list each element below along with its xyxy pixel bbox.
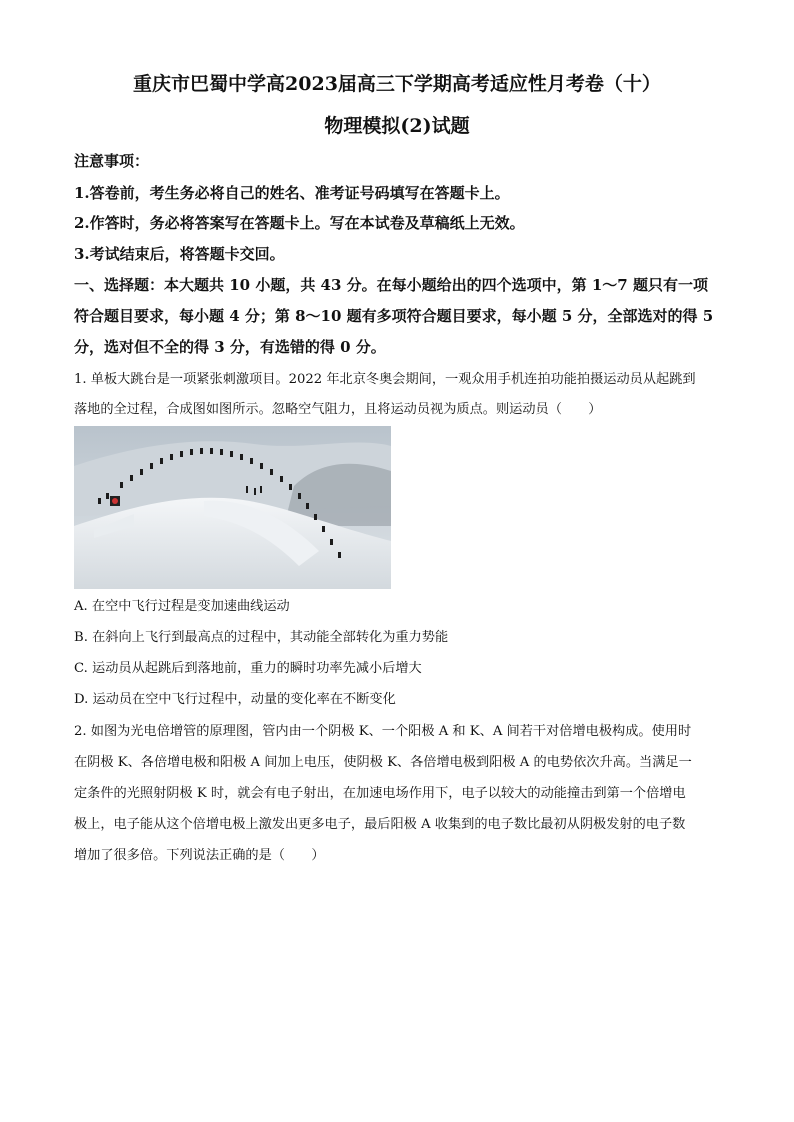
question-2-stem: 增加了很多倍。下列说法正确的是（ ） (74, 848, 325, 863)
question-1-option-a: A. 在空中飞行过程是变加速曲线运动 (74, 599, 290, 614)
question-1-option-b: B. 在斜向上飞行到最高点的过程中，其动能全部转化为重力势能 (74, 630, 449, 645)
page-subtitle: 物理模拟(2)试题 (324, 115, 470, 137)
question-2-stem: 2. 如图为光电倍增管的原理图，管内由一个阴极 K、一个阳极 A 和 K、A 间若干对倍增电极构成。使用时 (74, 724, 692, 739)
section-instructions: 符合题目要求，每小题 4 分；第 8～10 题有多项符合题目要求，每小题 5 分，全部选对的得 5 (74, 307, 714, 325)
section-instructions: 分，选对但不全的得 3 分，有选错的得 0 分。 (74, 338, 386, 356)
question-2-stem: 在阴极 K、各倍增电极和阳极 A 间加上电压，使阴极 K、各倍增电极到阳极 A 的电势依次升高。当满足一 (74, 755, 692, 770)
question-1-option-d: D. 运动员在空中飞行过程中，动量的变化率在不断变化 (74, 692, 396, 707)
snowboard-jump-photo (74, 426, 391, 589)
note-item: 3.考试结束后，将答题卡交回。 (74, 245, 285, 263)
section-instructions: 一、选择题：本大题共 10 小题，共 43 分。在每小题给出的四个选项中，第 1～7 题只有一项 (74, 276, 708, 294)
question-2-stem: 极上，电子能从这个倍增电极上激发出更多电子，最后阳极 A 收集到的电子数比最初从阴极发射的电子数 (74, 817, 686, 832)
notes-heading: 注意事项： (74, 152, 150, 170)
note-item: 2.作答时，务必将答案写在答题卡上。写在本试卷及草稿纸上无效。 (74, 214, 525, 232)
question-1-stem: 1. 单板大跳台是一项紧张刺激项目。2022 年北京冬奥会期间，一观众用手机连拍功能拍摄运动员从起跳到 (74, 372, 696, 387)
note-item: 1.答卷前，考生务必将自己的姓名、准考证号码填写在答题卡上。 (74, 184, 510, 202)
page-title: 重庆市巴蜀中学高2023届高三下学期高考适应性月考卷（十） (133, 73, 661, 95)
question-1-option-c: C. 运动员从起跳后到落地前，重力的瞬时功率先减小后增大 (74, 661, 422, 676)
question-1-stem: 落地的全过程，合成图如图所示。忽略空气阻力，且将运动员视为质点。则运动员（ ） (74, 402, 602, 417)
question-2-stem: 定条件的光照射阴极 K 时，就会有电子射出，在加速电场作用下，电子以较大的动能撞击到第一个倍增电 (74, 786, 686, 801)
